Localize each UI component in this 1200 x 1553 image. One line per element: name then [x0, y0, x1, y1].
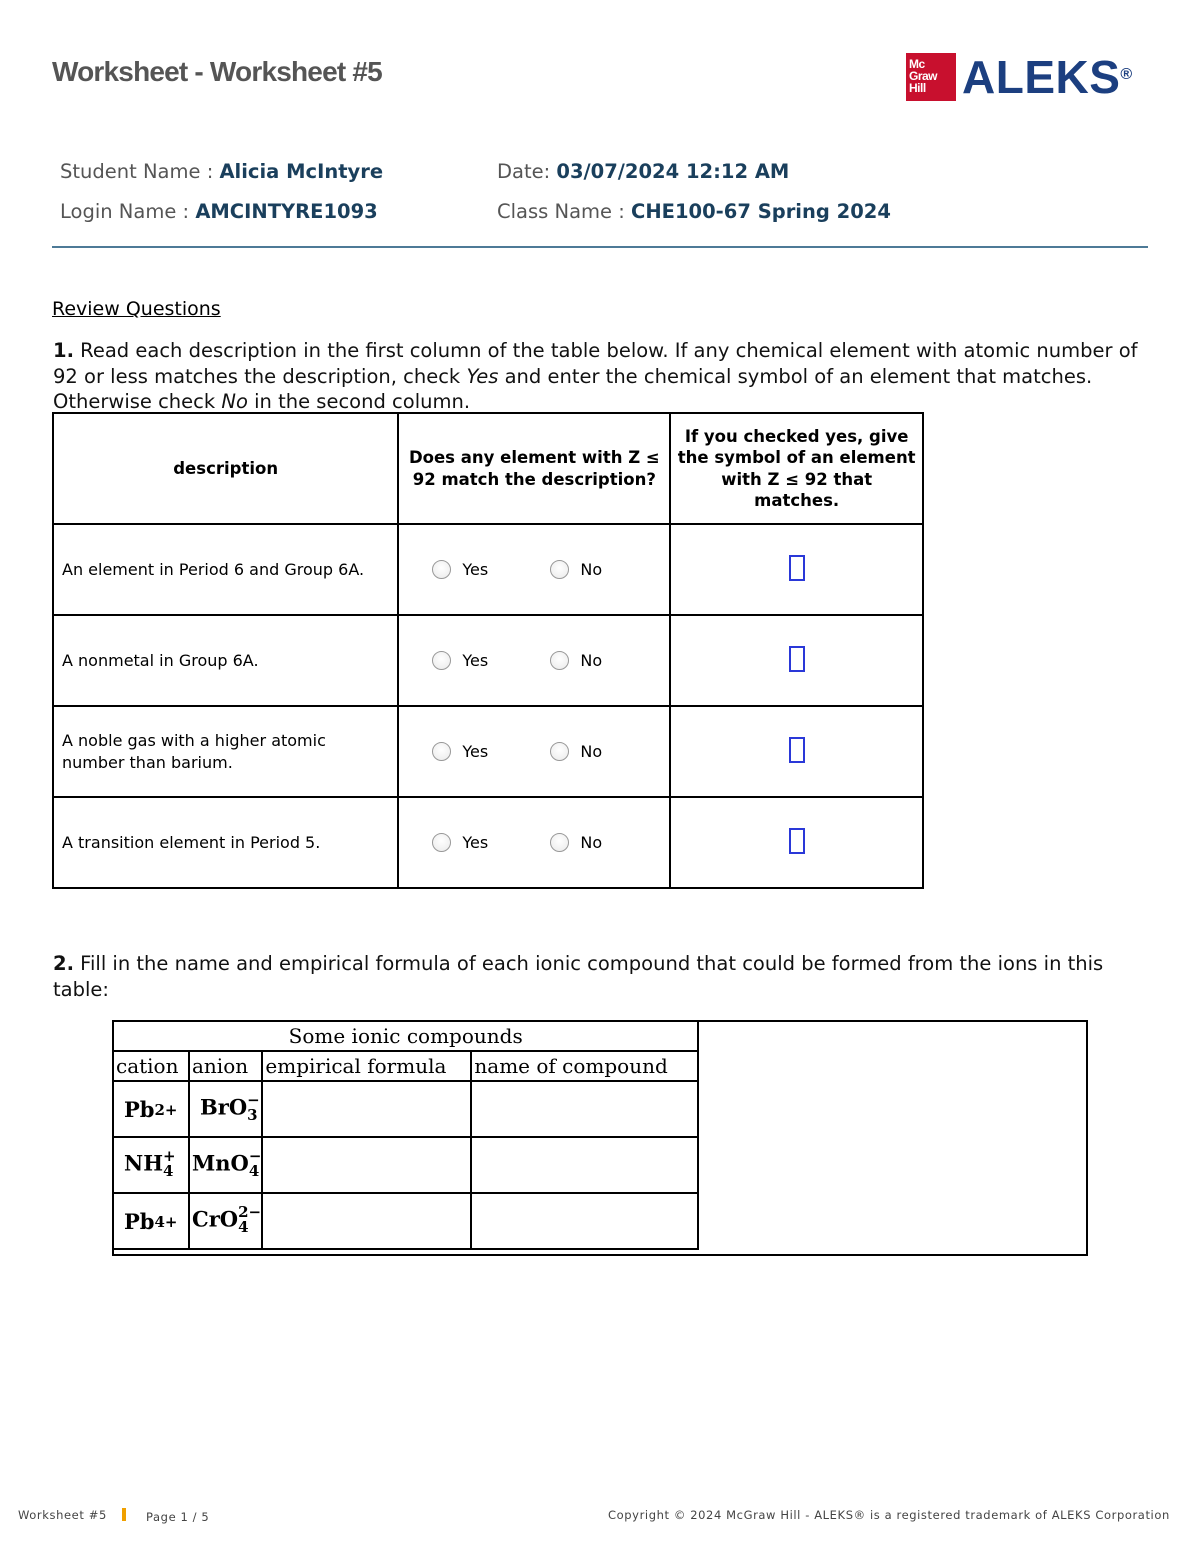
footer-worksheet: Worksheet #5	[18, 1508, 107, 1522]
cation: Pb 4+	[113, 1193, 189, 1249]
question-2-prompt: 2. Fill in the name and empirical formula of each ionic compound that could be formed from the ions in this table:	[53, 952, 1104, 1001]
symbol-input[interactable]	[789, 828, 805, 854]
class-name-value: CHE100-67 Spring 2024	[631, 200, 891, 223]
cation: NH + 4	[113, 1137, 189, 1193]
login-name-value: AMCINTYRE1093	[195, 200, 378, 223]
anion: CrO 2− 4	[189, 1193, 262, 1249]
yes-label: Yes	[462, 560, 489, 579]
table-row	[53, 524, 923, 615]
table-title: Some ionic compounds	[113, 1021, 698, 1051]
symbol-cell	[670, 524, 923, 615]
student-name	[60, 160, 383, 183]
symbol-cell	[670, 706, 923, 797]
aleks-logo-text: ALEKS®	[962, 51, 1133, 103]
anion: BrO − 3	[189, 1081, 262, 1137]
footer-copyright: Copyright © 2024 McGraw Hill - ALEKS® is a registered trademark of ALEKS Corporation	[608, 1508, 1170, 1522]
aleks-logo	[906, 52, 1133, 102]
mcgraw-hill-logo-mark: Mc Graw Hill	[906, 53, 956, 101]
yes-radio[interactable]	[432, 742, 451, 761]
student-name-value: Alicia McIntyre	[219, 160, 384, 183]
yes-label: Yes	[462, 833, 489, 852]
no-label: No	[580, 833, 603, 852]
column-header-formula: empirical formula	[262, 1051, 471, 1081]
column-header-symbol: If you checked yes, give the symbol of an element with Z ≤ 92 that matches.	[670, 413, 923, 524]
match-choice	[398, 706, 670, 797]
ionic-compounds-table	[112, 1020, 699, 1250]
cation: Pb 2+	[113, 1081, 189, 1137]
column-header-description: description	[53, 413, 398, 524]
yes-radio[interactable]	[432, 833, 451, 852]
footer-separator	[122, 1508, 126, 1521]
login-name-label: Login Name :	[60, 200, 190, 223]
no-label: No	[580, 742, 603, 761]
table-row	[113, 1081, 698, 1137]
compound-name-input[interactable]	[471, 1081, 698, 1137]
empirical-formula-input[interactable]	[262, 1081, 471, 1137]
date-value: 03/07/2024 12:12 AM	[556, 160, 790, 183]
no-radio[interactable]	[550, 833, 569, 852]
no-radio[interactable]	[550, 742, 569, 761]
yes-radio[interactable]	[432, 560, 451, 579]
page-title: Worksheet - Worksheet #5	[52, 56, 382, 87]
table-row	[113, 1137, 698, 1193]
table-row	[53, 797, 923, 888]
row-description: A nonmetal in Group 6A.	[53, 615, 398, 706]
table-row	[113, 1193, 698, 1249]
row-description: A transition element in Period 5.	[53, 797, 398, 888]
no-label: No	[580, 560, 603, 579]
yes-label: Yes	[462, 651, 489, 670]
question-1-table	[52, 412, 924, 889]
match-choice	[398, 797, 670, 888]
row-description: A noble gas with a higher atomic number than barium.	[53, 706, 398, 797]
symbol-cell	[670, 797, 923, 888]
question-1-prompt: 1. Read each description in the first column of the table below. If any chemical element with atomic number of 92 or less matches the description, check Yes and enter the chemical symbol of an element that matches. Otherwise check No in the second column.	[53, 339, 1138, 413]
compound-name-input[interactable]	[471, 1193, 698, 1249]
login-name	[60, 200, 378, 223]
yes-radio[interactable]	[432, 651, 451, 670]
anion: MnO − 4	[189, 1137, 262, 1193]
match-choice	[398, 615, 670, 706]
symbol-input[interactable]	[789, 555, 805, 581]
student-name-label: Student Name :	[60, 160, 214, 183]
empirical-formula-input[interactable]	[262, 1193, 471, 1249]
no-radio[interactable]	[550, 651, 569, 670]
row-description: An element in Period 6 and Group 6A.	[53, 524, 398, 615]
column-header-cation: cation	[113, 1051, 189, 1081]
compound-name-input[interactable]	[471, 1137, 698, 1193]
no-label: No	[580, 651, 603, 670]
footer-page: Page 1 / 5	[146, 1510, 210, 1524]
match-choice	[398, 524, 670, 615]
symbol-input[interactable]	[789, 737, 805, 763]
yes-label: Yes	[462, 742, 489, 761]
date	[497, 160, 789, 183]
class-name-label: Class Name :	[497, 200, 625, 223]
no-radio[interactable]	[550, 560, 569, 579]
column-header-anion: anion	[189, 1051, 262, 1081]
date-label: Date:	[497, 160, 551, 183]
section-title: Review Questions	[52, 298, 221, 320]
column-header-match: Does any element with Z ≤ 92 match the description?	[398, 413, 670, 524]
empirical-formula-input[interactable]	[262, 1137, 471, 1193]
column-header-name: name of compound	[471, 1051, 698, 1081]
class-name	[497, 200, 891, 223]
symbol-input[interactable]	[789, 646, 805, 672]
table-row	[53, 706, 923, 797]
symbol-cell	[670, 615, 923, 706]
header-divider	[52, 246, 1148, 248]
table-row	[53, 615, 923, 706]
